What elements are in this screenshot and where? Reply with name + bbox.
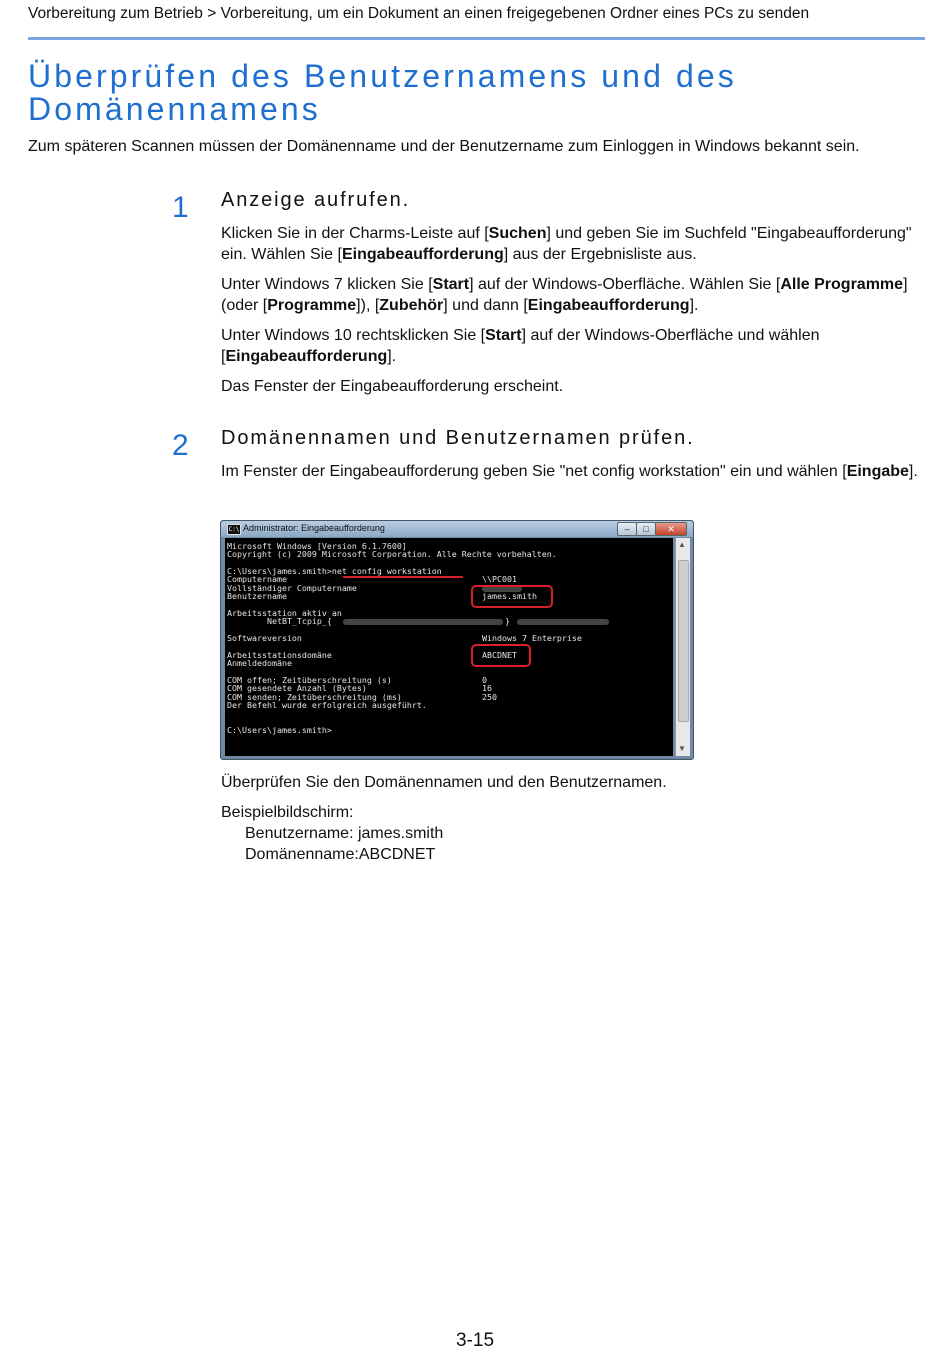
username-highlight: [471, 585, 553, 608]
console-line: Vollständiger Computername: [227, 583, 357, 593]
console-line: NetBT_Tcpip_{: [227, 616, 332, 626]
step-1-heading: Anzeige aufrufen.: [221, 189, 411, 211]
step-1-number: 1: [172, 191, 189, 224]
domain-highlight: [471, 644, 531, 667]
console-line: Computername: [227, 574, 287, 584]
domain-value: ABCDNET: [482, 650, 517, 660]
redacted-value: [343, 619, 503, 625]
scroll-down-icon: ▼: [678, 744, 686, 753]
scroll-up-icon: ▲: [678, 540, 686, 549]
username-value: james.smith: [482, 591, 537, 601]
intro-text: Zum späteren Scannen müssen der Domänenname und der Benutzername zum Einloggen in Windows bekannt sein.: [28, 138, 860, 155]
console-line: C:\Users\james.smith>net config workstation: [227, 566, 442, 576]
maximize-icon: □: [636, 522, 656, 536]
step-2-paragraph-1: Im Fenster der Eingabeaufforderung geben Sie "net config workstation" ein und wählen [Eingabe].: [221, 463, 918, 480]
close-icon: ✕: [655, 522, 687, 536]
console-line: }: [505, 616, 510, 626]
page-number: 3-15: [455, 1330, 495, 1351]
console-line: Der Befehl wurde erfolgreich ausgeführt.: [227, 700, 427, 710]
page-title: Überprüfen des Benutzernamens und des Domänennamens: [28, 58, 737, 127]
step-1-paragraph-4: Das Fenster der Eingabeaufforderung erscheint.: [221, 378, 564, 395]
cmd-window-title: Administrator: Eingabeaufforderung: [243, 523, 385, 533]
cmd-app-icon: C:\: [228, 526, 240, 533]
example-domain: Domänenname:ABCDNET: [245, 846, 436, 863]
scroll-thumb: [678, 560, 689, 722]
console-value: 0: [482, 675, 487, 685]
example-block: [221, 802, 921, 865]
console-line: Arbeitsstationsdomäne: [227, 650, 332, 660]
cmd-scrollbar: [675, 538, 690, 756]
console-line: Benutzername: [227, 591, 287, 601]
console-line: Copyright (c) 2009 Microsoft Corporation. Alle Rechte vorbehalten.: [227, 549, 557, 559]
console-line: Arbeitsstation aktiv an: [227, 608, 342, 618]
console-line: COM offen; Zeitüberschreitung (s): [227, 675, 392, 685]
step-2-number: 2: [172, 429, 189, 462]
example-username: Benutzername: james.smith: [245, 825, 444, 842]
minimize-icon: –: [617, 522, 637, 536]
step-1-paragraph-2: Unter Windows 7 klicken Sie [Start] auf der Windows-Oberfläche. Wählen Sie [Alle Programme] (oder [Programme]), [Zubehör] und dann [Eingabeaufforderung].: [221, 276, 908, 314]
redacted-value: [517, 619, 609, 625]
step-1-paragraph-3: Unter Windows 10 rechtsklicken Sie [Start] auf der Windows-Oberfläche und wählen [Eingabeaufforderung].: [221, 327, 820, 365]
command-prompt-screenshot: [220, 520, 694, 760]
breadcrumb: Vorbereitung zum Betrieb > Vorbereitung, um ein Dokument an einen freigegebenen Ordner eines PCs zu senden: [28, 5, 810, 22]
step-2-after-text: Überprüfen Sie den Domänennamen und den Benutzernamen.: [221, 774, 667, 791]
cmd-titlebar: [221, 521, 693, 537]
example-label: Beispielbildschirm:: [221, 804, 354, 821]
step-2-heading: Domänennamen und Benutzernamen prüfen.: [221, 427, 695, 449]
step-1-paragraph-1: Klicken Sie in der Charms-Leiste auf [Suchen] und geben Sie im Suchfeld "Eingabeaufforderung" ein. Wählen Sie [Eingabeaufforderung] aus der Ergebnisliste aus.: [221, 225, 912, 263]
console-value: Windows 7 Enterprise: [482, 633, 582, 643]
console-line: COM senden; Zeitüberschreitung (ms): [227, 692, 402, 702]
console-line: COM gesendete Anzahl (Bytes): [227, 683, 367, 693]
console-value: 250: [482, 692, 497, 702]
console-value: 16: [482, 683, 492, 693]
console-prompt: C:\Users\james.smith>: [227, 725, 332, 735]
cmd-console: [225, 538, 673, 756]
console-line: Anmeldedomäne: [227, 658, 292, 668]
command-underline: [343, 576, 463, 578]
header-divider: [28, 37, 925, 40]
console-line: Softwareversion: [227, 633, 302, 643]
console-value: \\PC001: [482, 574, 517, 584]
console-line: Microsoft Windows [Version 6.1.7600]: [227, 541, 407, 551]
